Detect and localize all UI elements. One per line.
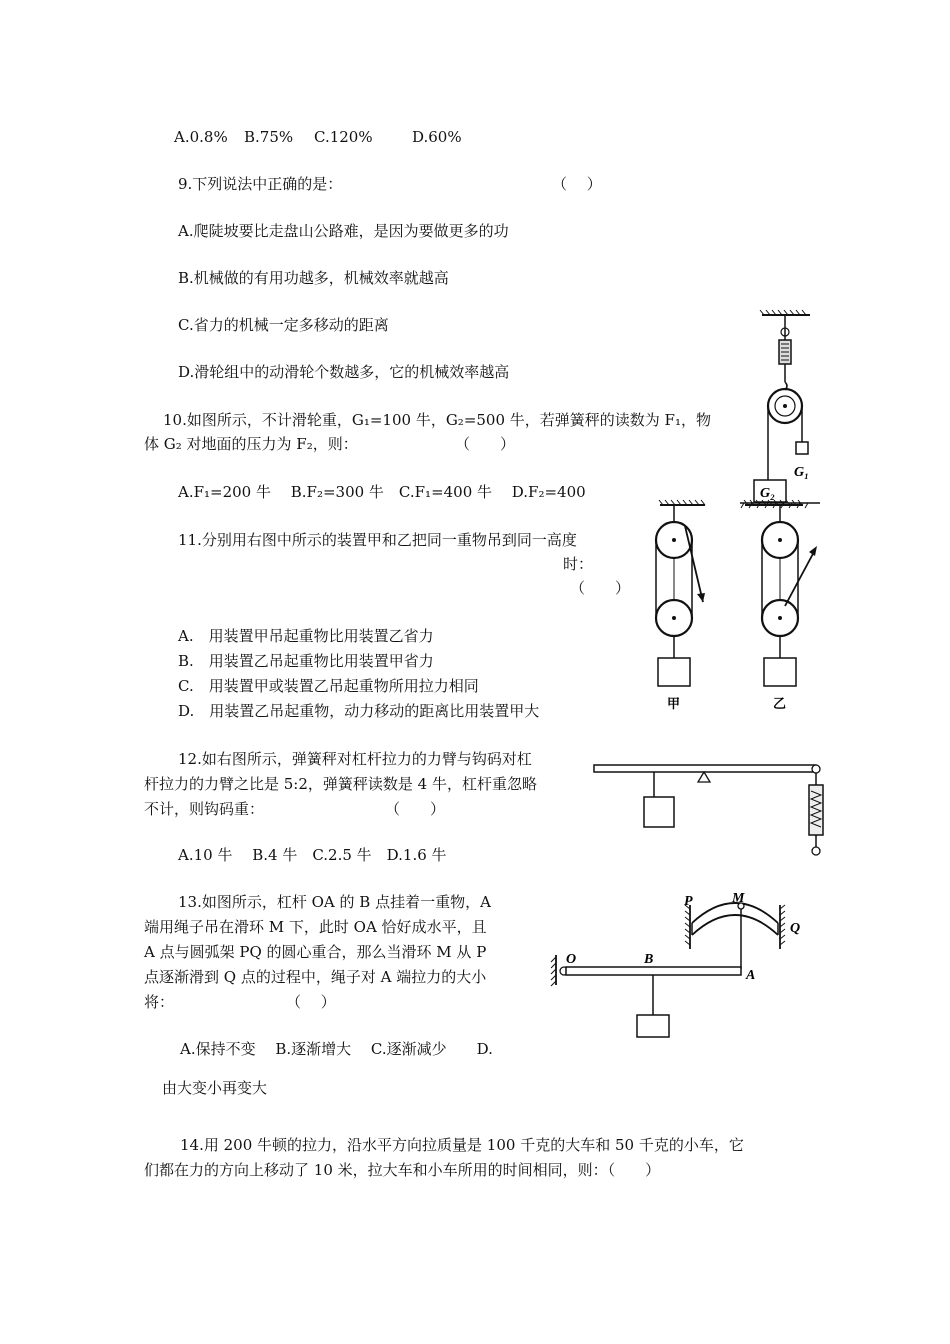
q13-stem-line5: 将： [144,993,175,1011]
q8-option-b: B.75% [244,128,294,146]
lever-bar [594,765,816,772]
label-p: P [684,894,693,909]
q13-lever-figure [548,885,818,1045]
hook-weight [644,797,674,827]
q9-stem: 9.下列说法中正确的是： [178,175,343,193]
q9-option-c: C.省力的机械一定多移动的距离 [178,316,389,334]
label-jia: 甲 [667,696,681,711]
q9-option-d: D.滑轮组中的动滑轮个数越多，它的机械效率越高 [178,363,510,381]
q14-stem-line2: 们都在力的方向上移动了 10 米，拉大车和小车所用的时间相同，则：（ ） [144,1161,661,1179]
q14-stem-line1: 14.用 200 牛顿的拉力，沿水平方向拉质量是 100 千克的大车和 50 千克的小车，它 [180,1136,744,1154]
q11-pulley-figure [645,498,830,713]
q11-option-d: D. 用装置乙吊起重物，动力移动的距离比用装置甲大 [178,702,540,720]
label-o: O [566,952,577,967]
q12-stem-line2: 杆拉力的力臂之比是 5:2，弹簧秤读数是 4 牛，杠杆重忽略 [144,775,537,793]
q12-stem-line3: 不计，则钩码重： [144,800,265,818]
q10-stem-line2: 体 G₂ 对地面的压力为 F₂，则： [144,435,358,453]
q10-answer-bracket: （ ） [455,435,516,453]
q12-stem-line1: 12.如右图所示，弹簧秤对杠杆拉力的力臂与钩码对杠 [178,750,532,768]
weight-jia [658,658,690,686]
label-yi: 乙 [773,696,787,711]
q11-stem: 11.分别用右图中所示的装置甲和乙把同一重物吊到同一高度 [178,531,577,549]
q9-option-a: A.爬陡坡要比走盘山公路难，是因为要做更多的功 [178,222,509,240]
q11-option-a: A. 用装置甲吊起重物比用装置乙省力 [178,627,434,645]
q9-answer-bracket: （ ） [552,175,602,193]
q13-stem-line4: 点逐渐滑到 Q 点的过程中，绳子对 A 端拉力的大小 [144,968,487,986]
label-m: M [732,891,745,906]
lever-oa [566,967,741,975]
q10-pulley-figure [740,308,830,518]
q11-answer-bracket: （ ） [570,579,631,597]
q10-options: A.F₁=200 牛 B.F₂=300 牛 C.F₁=400 牛 D.F₂=400 [178,483,586,501]
weight-g1 [796,442,808,454]
q12-lever-figure [590,755,835,865]
q11-option-b: B. 用装置乙吊起重物比用装置甲省力 [178,652,434,670]
q11-stem-end: 时： [563,555,594,573]
label-q: Q [790,921,801,936]
q8-option-d: D.60% [412,128,462,146]
q13-stem-line1: 13.如图所示，杠杆 OA 的 B 点挂着一重物，A [178,893,491,911]
q9-option-b: B.机械做的有用功越多，机械效率就越高 [178,269,449,287]
q13-options: A.保持不变 B.逐渐增大 C.逐渐减少 D. [180,1040,493,1058]
fulcrum [698,772,710,782]
label-a: A [746,968,756,983]
q13-stem-line3: A 点与圆弧架 PQ 的圆心重合，那么当滑环 M 从 P [144,943,487,961]
q10-stem-line1: 10.如图所示，不计滑轮重，G₁=100 牛，G₂=500 牛，若弹簧秤的读数为 F₁，物 [163,411,711,429]
label-b: B [644,952,654,967]
q12-options: A.10 牛 B.4 牛 C.2.5 牛 D.1.6 牛 [178,846,447,864]
weight-yi [764,658,796,686]
q13-option-d-cont: 由大变小再变大 [162,1079,268,1097]
q8-option-a: A.0.8% [174,128,228,146]
g2-label: G₂ [760,486,775,501]
arc-frame-pq [692,903,778,923]
q11-option-c: C. 用装置甲或装置乙吊起重物所用拉力相同 [178,677,479,695]
q13-answer-bracket: （ ） [286,993,336,1011]
g1-label: G₁ [794,465,809,480]
q13-stem-line2: 端用绳子吊在滑环 M 下，此时 OA 恰好成水平，且 [144,918,487,936]
q12-answer-bracket: （ ） [385,800,446,818]
weight-b [637,1015,669,1037]
q8-option-c: C.120% [314,128,373,146]
